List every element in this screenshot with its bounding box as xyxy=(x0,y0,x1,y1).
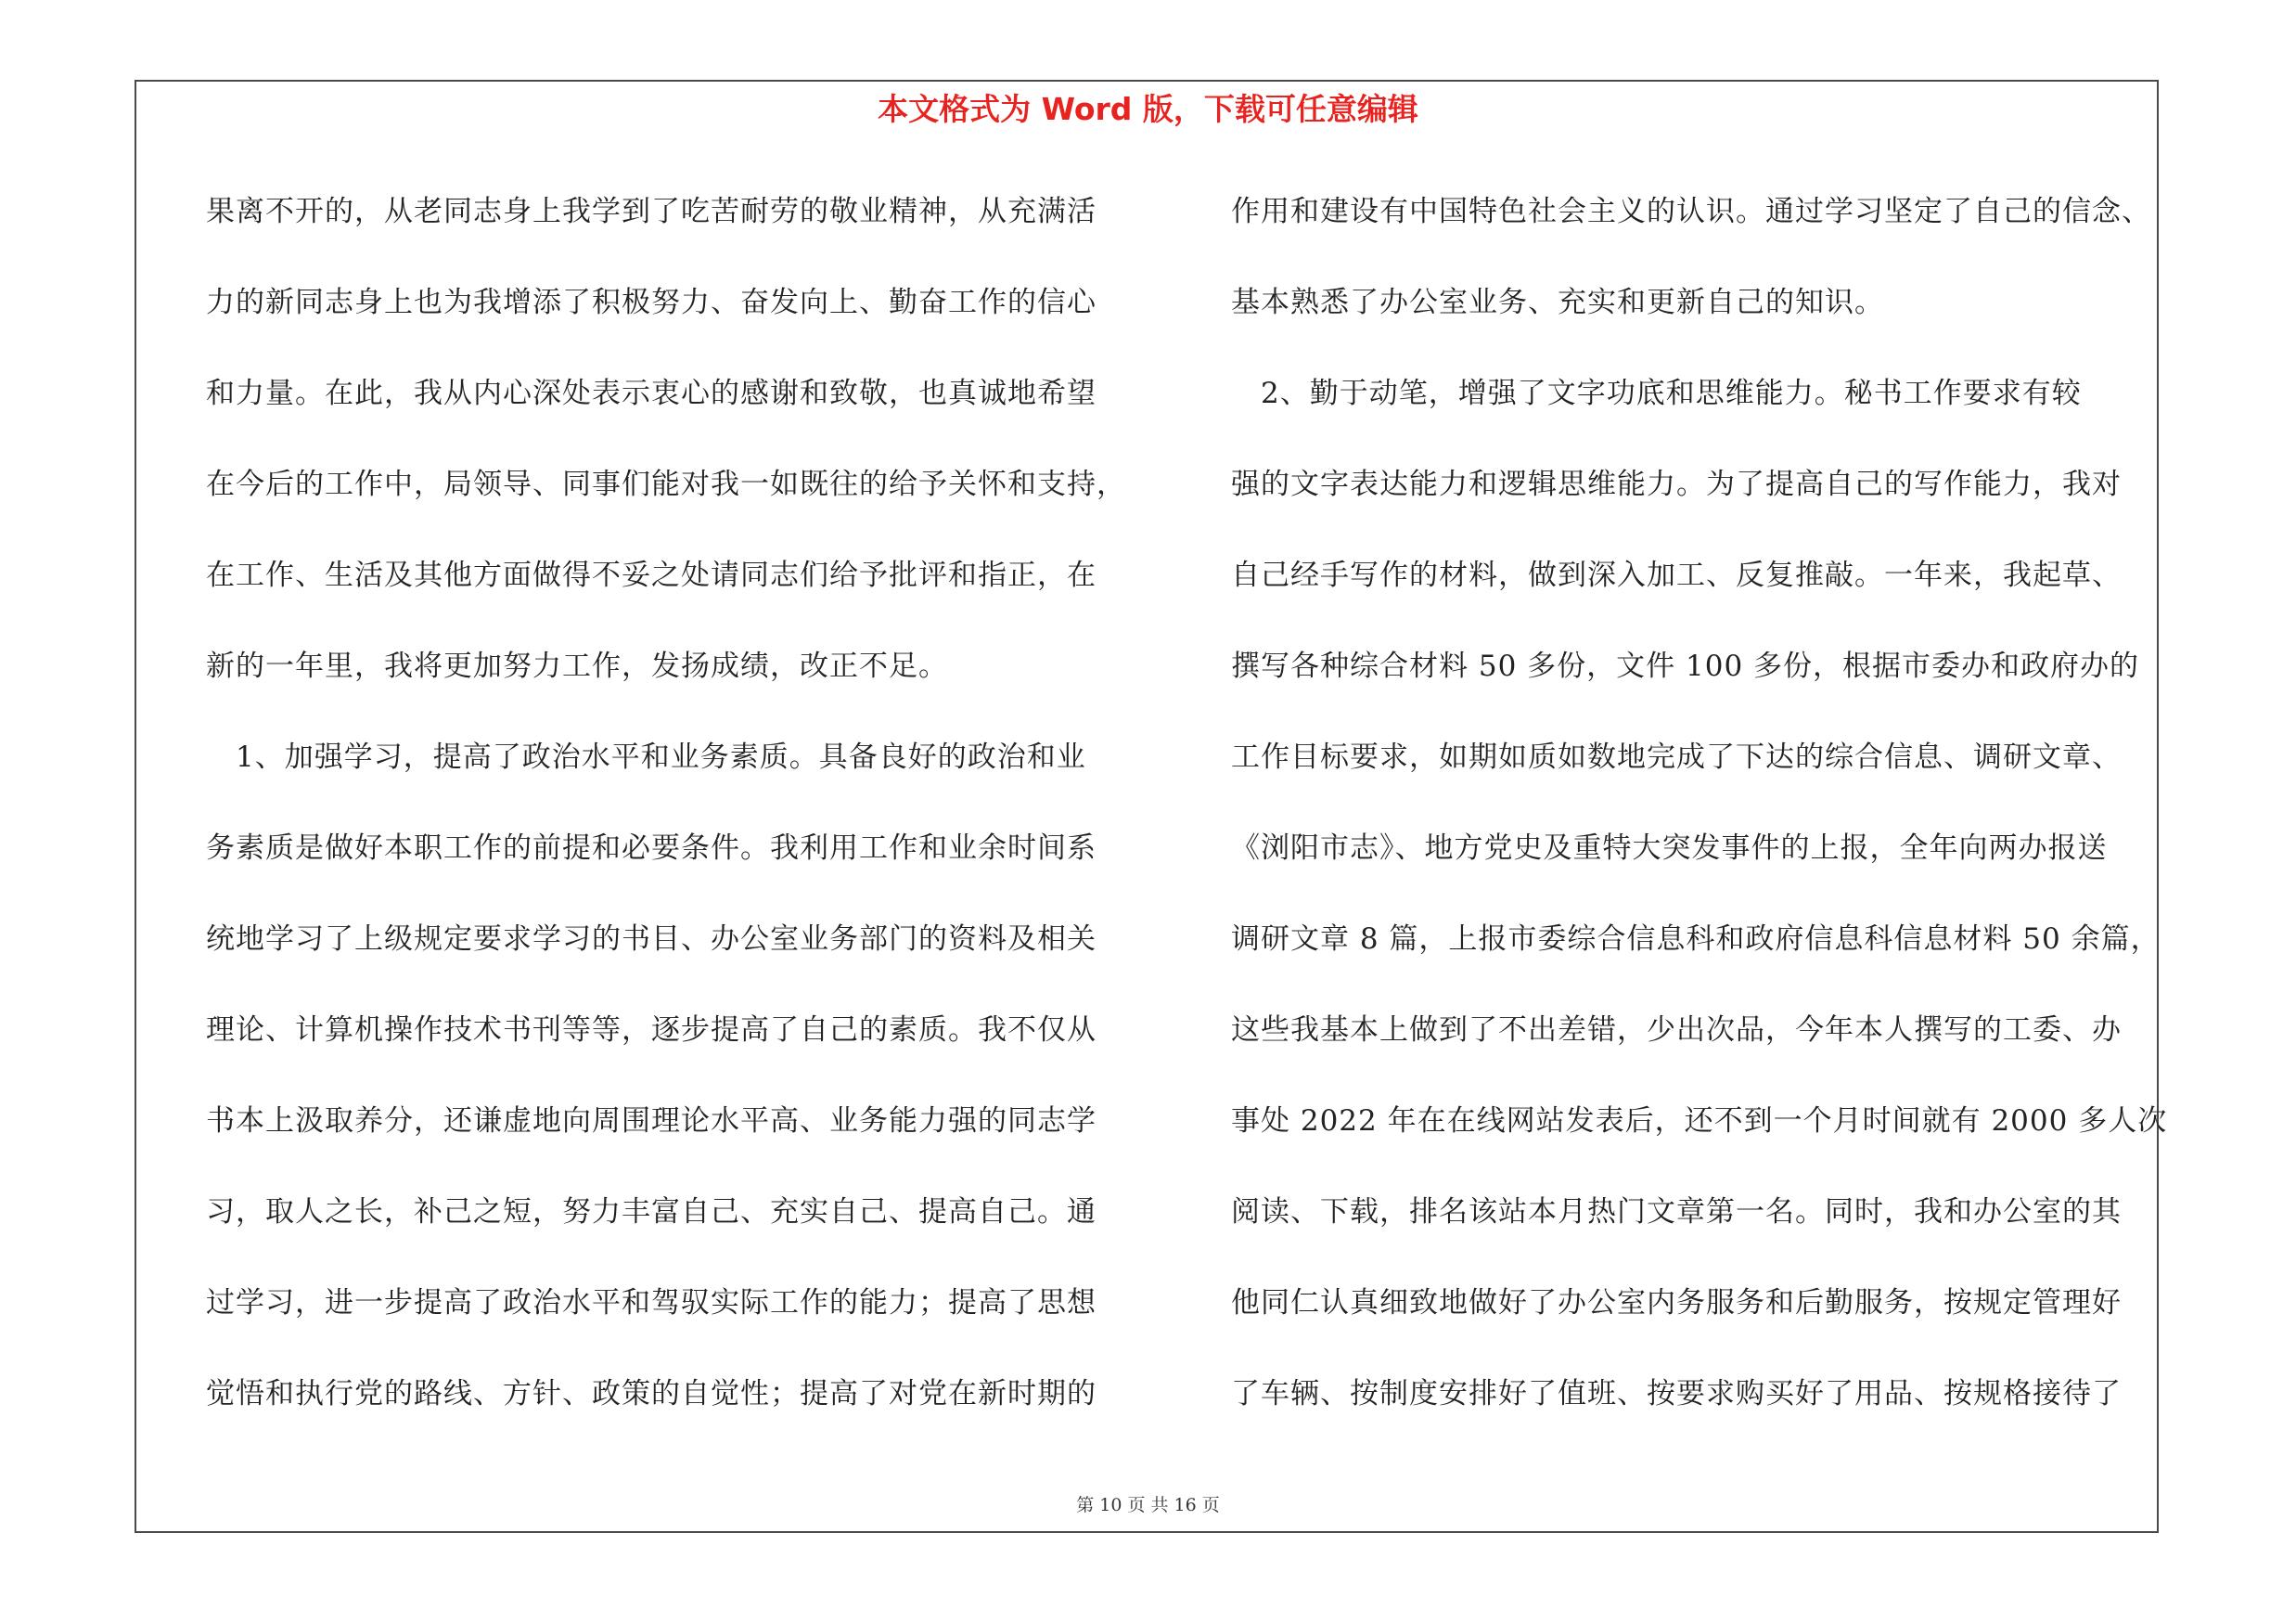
text-line: 2、勤于动笔，增强了文字功底和思维能力。秘书工作要求有较 xyxy=(1231,377,2082,410)
right-text-column xyxy=(1231,184,2168,1457)
text-line: 基本熟悉了办公室业务、充实和更新自己的知识。 xyxy=(1231,286,1884,319)
text-line: 和力量。在此，我从内心深处表示衷心的感谢和致敬，也真诚地希望 xyxy=(206,377,1097,410)
text-line: 书本上汲取养分，还谦虚地向周围理论水平高、业务能力强的同志学 xyxy=(206,1104,1097,1138)
text-line: 调研文章 8 篇，上报市委综合信息科和政府信息科信息材料 50 余篇， xyxy=(1231,922,2161,956)
text-line: 了车辆、按制度安排好了值班、按要求购买好了用品、按规格接待了 xyxy=(1231,1377,2122,1410)
text-line: 1、加强学习，提高了政治水平和业务素质。具备良好的政治和业 xyxy=(206,741,1086,774)
text-line: 习，取人之长，补己之短，努力丰富自己、充实自己、提高自己。通 xyxy=(206,1195,1097,1229)
text-line: 他同仁认真细致地做好了办公室内务服务和后勤服务，按规定管理好 xyxy=(1231,1286,2122,1320)
text-line: 强的文字表达能力和逻辑思维能力。为了提高自己的写作能力，我对 xyxy=(1231,468,2122,501)
text-line: 统地学习了上级规定要求学习的书目、办公室业务部门的资料及相关 xyxy=(206,922,1097,956)
word-format-notice: 本文格式为 Word 版，下载可任意编辑 xyxy=(878,91,1418,127)
text-line: 工作目标要求，如期如质如数地完成了下达的综合信息、调研文章、 xyxy=(1231,741,2122,774)
text-line: 在工作、生活及其他方面做得不妥之处请同志们给予批评和指正，在 xyxy=(206,559,1097,592)
text-line: 务素质是做好本职工作的前提和必要条件。我利用工作和业余时间系 xyxy=(206,831,1097,865)
text-line: 事处 2022 年在在线网站发表后，还不到一个月时间就有 2000 多人次 xyxy=(1231,1104,2168,1138)
text-line: 在今后的工作中，局领导、同事们能对我一如既往的给予关怀和支持， xyxy=(206,468,1126,501)
page-number-footer: 第 10 页 共 16 页 xyxy=(1076,1495,1220,1515)
text-line: 《浏阳市志》、地方党史及重特大突发事件的上报，全年向两办报送 xyxy=(1231,831,2108,865)
text-line: 阅读、下载，排名该站本月热门文章第一名。同时，我和办公室的其 xyxy=(1231,1195,2122,1229)
text-line: 理论、计算机操作技术书刊等等，逐步提高了自己的素质。我不仅从 xyxy=(206,1013,1097,1047)
text-line: 果离不开的，从老同志身上我学到了吃苦耐劳的敬业精神，从充满活 xyxy=(206,195,1097,228)
text-line: 过学习，进一步提高了政治水平和驾驭实际工作的能力；提高了思想 xyxy=(206,1286,1097,1320)
left-text-column xyxy=(206,184,1126,1457)
text-line: 自己经手写作的材料，做到深入加工、反复推敲。一年来，我起草、 xyxy=(1231,559,2122,592)
text-line: 这些我基本上做到了不出差错，少出次品，今年本人撰写的工委、办 xyxy=(1231,1013,2122,1047)
text-line: 新的一年里，我将更加努力工作，发扬成绩，改正不足。 xyxy=(206,650,948,683)
text-line: 觉悟和执行党的路线、方针、政策的自觉性；提高了对党在新时期的 xyxy=(206,1377,1097,1410)
text-line: 作用和建设有中国特色社会主义的认识。通过学习坚定了自己的信念、 xyxy=(1231,195,2151,228)
text-line: 撰写各种综合材料 50 多份，文件 100 多份，根据市委办和政府办的 xyxy=(1231,650,2140,683)
text-line: 力的新同志身上也为我增添了积极努力、奋发向上、勤奋工作的信心 xyxy=(206,286,1097,319)
